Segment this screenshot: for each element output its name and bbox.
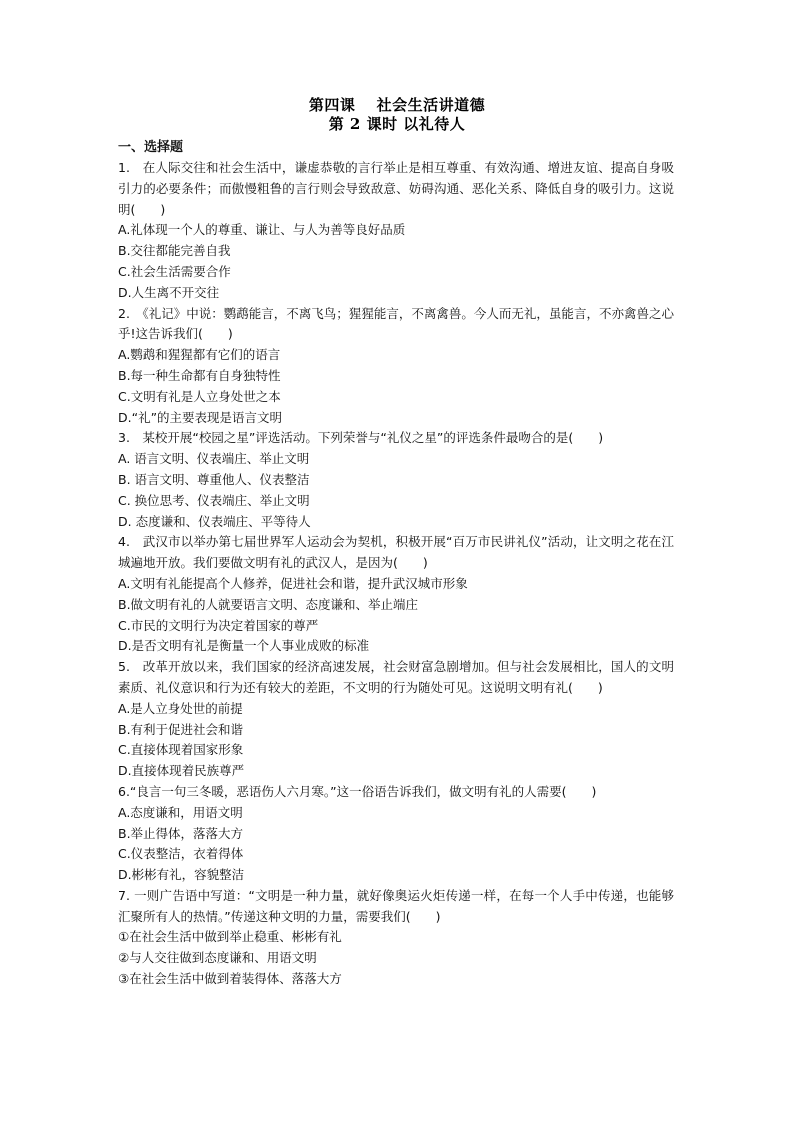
option-b: B.举止得体，落落大方 [118, 825, 244, 841]
option-d: D.“礼”的主要表现是语言文明 [118, 409, 283, 425]
lesson-title: 第四课 社会生活讲道德 [308, 96, 486, 114]
question-stem: 1. 在人际交往和社会生活中，谦虚恭敬的言行举止是相互尊重、有效沟通、增进友谊、提高自身吸引力的必要条件；而傲慢粗鲁的言行则会导致敌意、妨碍沟通、恶化关系、降低自身的吸引力。这说明( ) [118, 160, 674, 217]
option-a: A.鹦鹉和猩猩都有它们的语言 [118, 347, 281, 363]
question-1 [118, 158, 674, 304]
question-4 [118, 532, 674, 657]
question-stem: 7. 一则广告语中写道：“文明是一种力量，就好像奥运火炬传递一样，在每一个人手中传递，也能够汇聚所有人的热情。”传递这种文明的力量，需要我们( ) [118, 887, 674, 924]
option-c: C.仪表整洁，衣着得体 [118, 846, 244, 862]
section-heading: 一、选择题 [118, 140, 184, 155]
statement-2: ②与人交往做到态度谦和、用语文明 [118, 950, 317, 966]
option-b: B.每一种生命都有自身独特性 [118, 367, 281, 383]
option-d: D.直接体现着民族尊严 [118, 763, 245, 779]
statement-3: ③在社会生活中做到着装得体、落落大方 [118, 971, 342, 987]
question-stem: 4. 武汉市以举办第七届世界军人运动会为契机，积极开展“百万市民讲礼仪”活动，让文明之花在江城遍地开放。我们要做文明有礼的武汉人，是因为( ) [118, 534, 674, 571]
option-a: A.礼体现一个人的尊重、谦让、与人为善等良好品质 [118, 222, 406, 238]
option-a: A.态度谦和，用语文明 [118, 804, 243, 820]
question-7 [118, 886, 674, 990]
question-stem: 2. 《礼记》中说：鹦鹉能言，不离飞鸟；猩猩能言，不离禽兽。今人而无礼，虽能言，不亦禽兽之心乎!这告诉我们( ) [118, 305, 674, 342]
option-d: D. 态度谦和、仪表端庄、平等待人 [118, 513, 311, 529]
option-c: C.社会生活需要合作 [118, 263, 231, 279]
option-c: C.直接体现着国家形象 [118, 742, 244, 758]
option-d: D.是否文明有礼是衡量一个人事业成败的标准 [118, 638, 370, 654]
option-a: A. 语言文明、仪表端庄、举止文明 [118, 451, 310, 467]
option-b: B.有利于促进社会和谐 [118, 721, 244, 737]
question-stem: 5. 改革开放以来，我们国家的经济高速发展，社会财富急剧增加。但与社会发展相比，国人的文明素质、礼仪意识和行为还有较大的差距，不文明的行为随处可见。这说明文明有礼( ) [118, 659, 674, 695]
option-c: C.文明有礼是人立身处世之本 [118, 388, 281, 404]
statement-1: ①在社会生活中做到举止稳重、彬彬有礼 [118, 929, 342, 945]
question-2 [118, 304, 674, 429]
lesson-subtitle: 第 2 课时 以礼待人 [328, 115, 466, 133]
question-5 [118, 657, 674, 782]
option-c: C.市民的文明行为决定着国家的尊严 [118, 617, 319, 633]
option-b: B.交往都能完善自我 [118, 243, 231, 259]
option-b: B. 语言文明、尊重他人、仪表整洁 [118, 471, 310, 487]
option-d: D.彬彬有礼，容貌整洁 [118, 867, 245, 883]
option-a: A.文明有礼能提高个人修养，促进社会和谐，提升武汉城市形象 [118, 575, 468, 591]
option-a: A.是人立身处世的前提 [118, 700, 243, 716]
question-stem: 6.“良言一句三冬暖，恶语伤人六月寒。”这一俗语告诉我们，做文明有礼的人需要( ) [118, 783, 597, 799]
content-body [118, 138, 674, 990]
question-stem: 3. 某校开展“校园之星”评选活动。下列荣誉与“礼仪之星”的评选条件最吻合的是( ) [118, 430, 604, 446]
title-block [0, 96, 794, 134]
option-c: C. 换位思考、仪表端庄、举止文明 [118, 492, 310, 508]
question-6 [118, 782, 674, 886]
question-3 [118, 428, 674, 532]
option-d: D.人生离不开交往 [118, 284, 220, 300]
option-b: B.做文明有礼的人就要语言文明、态度谦和、举止端庄 [118, 596, 419, 612]
